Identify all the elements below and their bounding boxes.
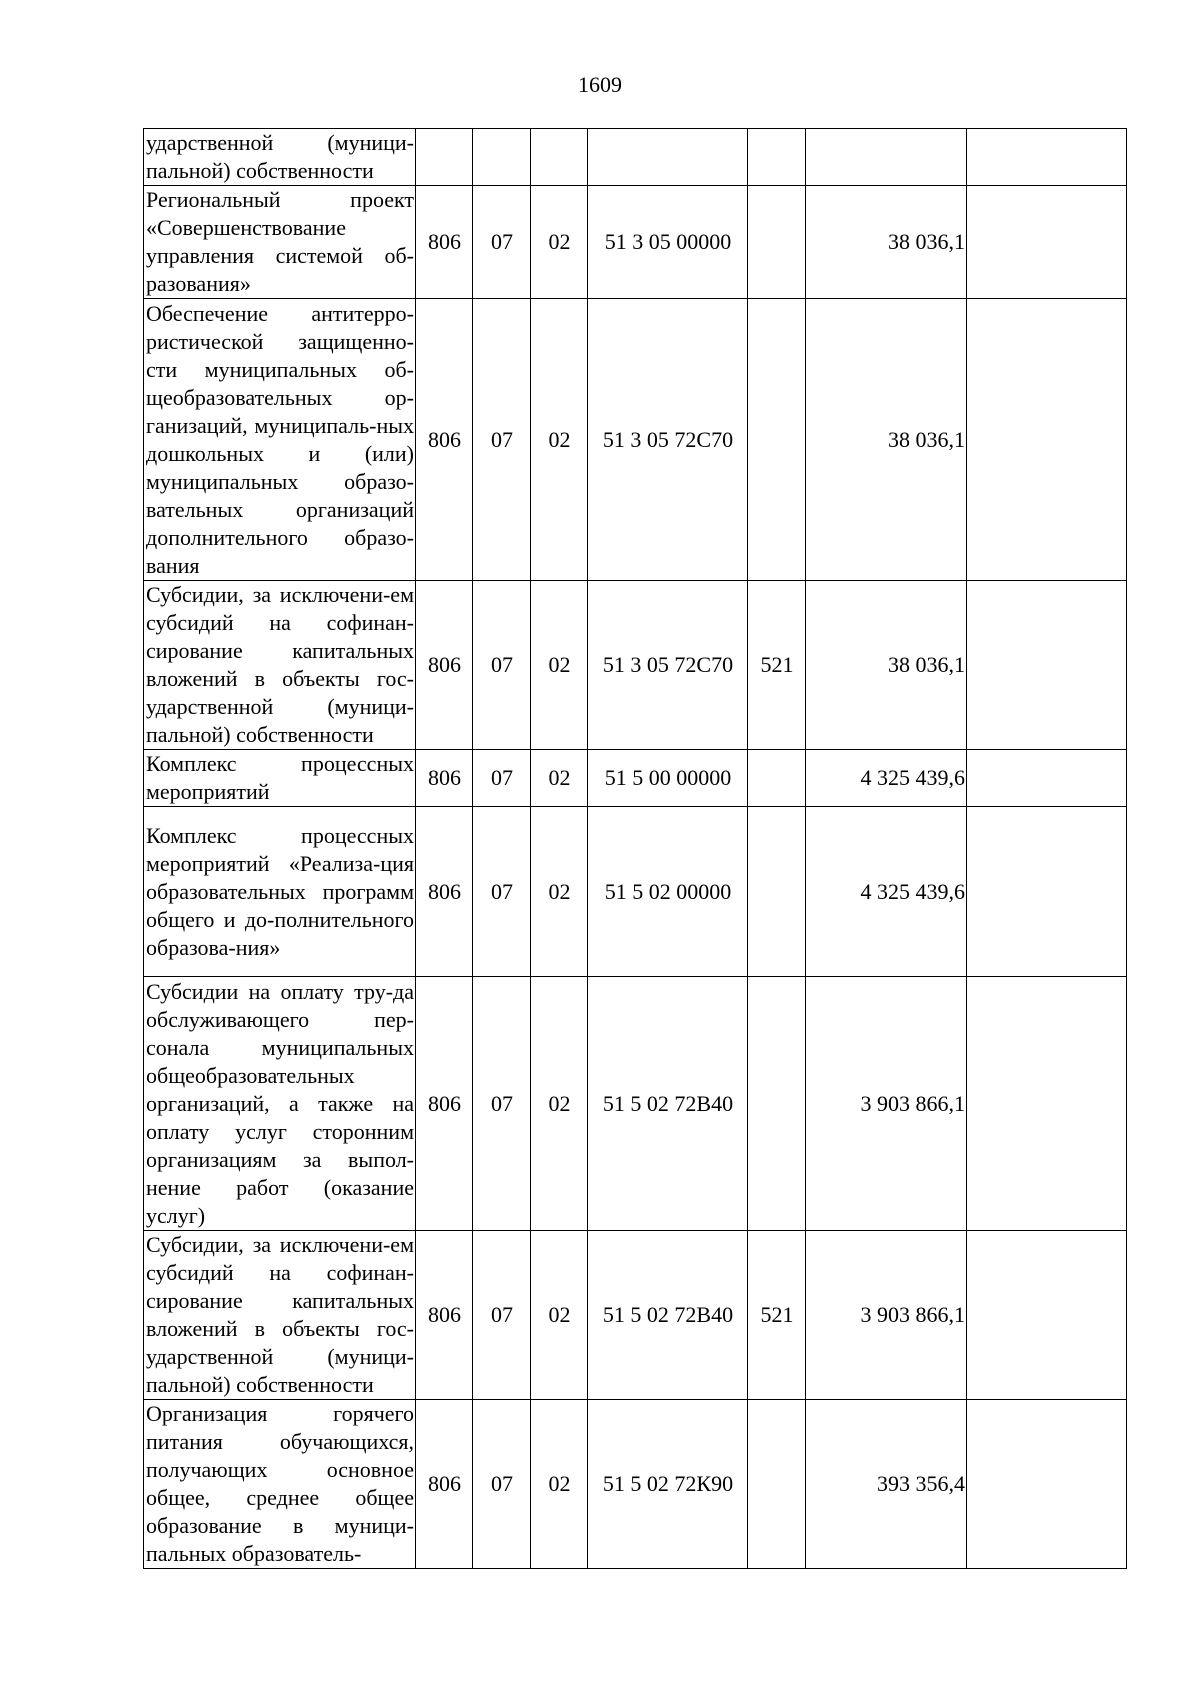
expense-kind-cell	[748, 977, 806, 1231]
extra-amount-cell	[967, 186, 1127, 299]
amount-cell: 38 036,1	[806, 186, 967, 299]
expense-kind-cell	[748, 299, 806, 581]
row-name-cell: Комплекс процессных мероприятий «Реализа-ция образовательных программ общего и до-полнительного образова-ния»	[144, 807, 416, 977]
amount-cell: 38 036,1	[806, 299, 967, 581]
table-row	[144, 977, 1127, 1231]
subsection-code-cell: 02	[531, 1231, 588, 1400]
section-code-cell: 07	[473, 807, 531, 977]
subsection-code-cell: 02	[531, 977, 588, 1231]
section-code-cell	[473, 129, 531, 186]
extra-amount-cell	[967, 1400, 1127, 1569]
ministry-code-cell: 806	[416, 581, 473, 750]
subsection-code-cell: 02	[531, 1400, 588, 1569]
extra-amount-cell	[967, 1231, 1127, 1400]
extra-amount-cell	[967, 977, 1127, 1231]
table-row	[144, 129, 1127, 186]
extra-amount-cell	[967, 299, 1127, 581]
ministry-code-cell	[416, 129, 473, 186]
subsection-code-cell: 02	[531, 750, 588, 807]
amount-cell: 4 325 439,6	[806, 807, 967, 977]
target-article-cell: 51 5 00 00000	[588, 750, 748, 807]
expense-kind-cell	[748, 750, 806, 807]
subsection-code-cell: 02	[531, 807, 588, 977]
section-code-cell: 07	[473, 750, 531, 807]
section-code-cell: 07	[473, 977, 531, 1231]
subsection-code-cell: 02	[531, 581, 588, 750]
page-number: 1609	[578, 72, 622, 97]
expense-kind-cell	[748, 129, 806, 186]
target-article-cell: 51 3 05 72С70	[588, 299, 748, 581]
subsection-code-cell: 02	[531, 186, 588, 299]
section-code-cell: 07	[473, 1231, 531, 1400]
extra-amount-cell	[967, 129, 1127, 186]
row-name-cell: Субсидии, за исключени-ем субсидий на софинан-сирование капитальных вложений в объекты гос-ударственной (муници-пальной) собственности	[144, 581, 416, 750]
expense-kind-cell: 521	[748, 581, 806, 750]
extra-amount-cell	[967, 581, 1127, 750]
table-row	[144, 807, 1127, 977]
extra-amount-cell	[967, 750, 1127, 807]
extra-amount-cell	[967, 807, 1127, 977]
row-name-cell: Субсидии на оплату тру-да обслуживающего пер-сонала муниципальных общеобразовательных организаций, а также на оплату услуг сторонним организациям за выпол-нение работ (оказание услуг)	[144, 977, 416, 1231]
target-article-cell: 51 3 05 72С70	[588, 581, 748, 750]
row-name-text: ударственной (муници-пальной) собственности	[146, 130, 414, 183]
target-article-cell: 51 5 02 72В40	[588, 1231, 748, 1400]
row-name-cell: Региональный проект «Совершенствование управления системой об-разования»	[144, 186, 416, 299]
subsection-code-cell: 02	[531, 299, 588, 581]
ministry-code-cell: 806	[416, 1231, 473, 1400]
row-name-cell: Организация горячего питания обучающихся, получающих основное общее, среднее общее образование в муници-пальных образователь-	[144, 1400, 416, 1569]
ministry-code-cell: 806	[416, 750, 473, 807]
ministry-code-cell: 806	[416, 1400, 473, 1569]
table-row	[144, 581, 1127, 750]
target-article-cell: 51 5 02 72К90	[588, 1400, 748, 1569]
amount-cell: 3 903 866,1	[806, 977, 967, 1231]
row-name-cell: Субсидии, за исключени-ем субсидий на софинан-сирование капитальных вложений в объекты гос-ударственной (муници-пальной) собственности	[144, 1231, 416, 1400]
target-article-cell: 51 3 05 00000	[588, 186, 748, 299]
table-row	[144, 186, 1127, 299]
amount-cell: 4 325 439,6	[806, 750, 967, 807]
table-row	[144, 1400, 1127, 1569]
expense-kind-cell	[748, 1400, 806, 1569]
amount-cell: 38 036,1	[806, 581, 967, 750]
ministry-code-cell: 806	[416, 807, 473, 977]
target-article-cell	[588, 129, 748, 186]
ministry-code-cell: 806	[416, 977, 473, 1231]
subsection-code-cell	[531, 129, 588, 186]
row-name-cell: Комплекс процессных мероприятий	[144, 750, 416, 807]
budget-table	[143, 128, 1127, 1569]
table-row	[144, 750, 1127, 807]
target-article-cell: 51 5 02 72В40	[588, 977, 748, 1231]
section-code-cell: 07	[473, 299, 531, 581]
section-code-cell: 07	[473, 581, 531, 750]
ministry-code-cell: 806	[416, 299, 473, 581]
ministry-code-cell: 806	[416, 186, 473, 299]
expense-kind-cell: 521	[748, 1231, 806, 1400]
amount-cell: 393 356,4	[806, 1400, 967, 1569]
section-code-cell: 07	[473, 186, 531, 299]
expense-kind-cell	[748, 186, 806, 299]
expense-kind-cell	[748, 807, 806, 977]
amount-cell	[806, 129, 967, 186]
table-row	[144, 299, 1127, 581]
table-row	[144, 1231, 1127, 1400]
row-name-cell: Обеспечение антитерро-ристической защищенно-сти муниципальных об-щеобразовательных ор-ганизаций, муниципаль-ных дошкольных и (или) муниципальных образо-вательных организаций дополнительного образо-вания	[144, 299, 416, 581]
amount-cell: 3 903 866,1	[806, 1231, 967, 1400]
row-name-cell	[144, 129, 416, 186]
section-code-cell: 07	[473, 1400, 531, 1569]
target-article-cell: 51 5 02 00000	[588, 807, 748, 977]
